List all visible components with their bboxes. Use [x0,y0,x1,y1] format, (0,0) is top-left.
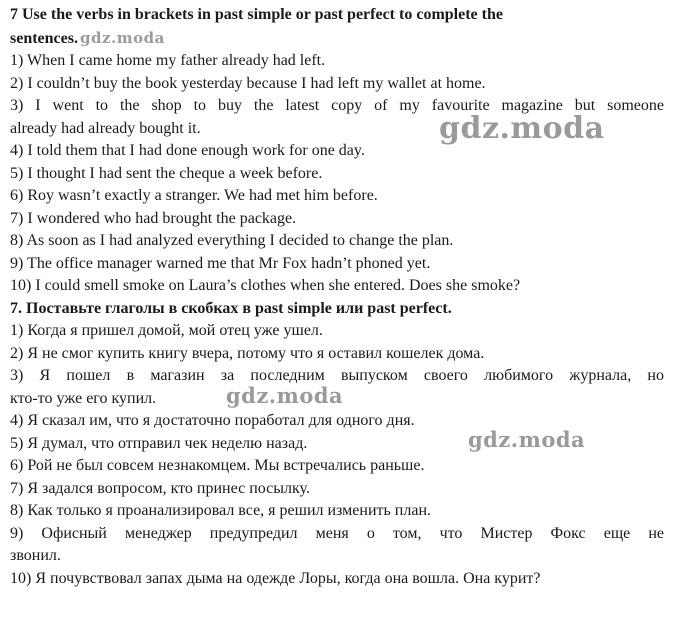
english-sentence-4: 4) I told them that I had done enough work for one day. [10,142,365,159]
russian-sentence-4: 4) Я сказал им, что я достаточно поработал для одного дня. [10,412,415,429]
russian-sentence-7: 7) Я задался вопросом, кто принес посылку. [10,479,310,497]
watermark-inline: gdz.moda [79,28,165,47]
english-heading-text: sentences. [10,29,78,47]
english-sentence-8: 8) As soon as I had analyzed everything I decided to change the plan. [10,232,454,249]
english-sentence-9: 9) The office manager warned me that Mr Fox hadn’t phoned yet. [10,254,431,272]
english-sentence-7: 7) I wondered who had brought the package. [10,209,297,227]
english-sentence-2: 2) I couldn’t buy the book yesterday because I had left my wallet at home. [10,74,486,92]
russian-sentence-1: 1) Когда я пришел домой, мой отец уже ушел. [10,322,323,339]
english-heading-line-1: 7 Use the verbs in brackets in past simple or past perfect to complete the [10,6,503,23]
russian-sentence-9b: звонил. [10,547,61,564]
russian-sentence-3b: кто-то уже его купил. [10,389,157,407]
english-heading-line-2 [10,27,664,51]
russian-heading: 7. Поставьте глаголы в скобках в past simple или past perfect. [10,299,452,317]
watermark-middle-right: gdz.moda [468,427,586,452]
english-sentence-6: 6) Roy wasn’t exactly a stranger. We had met him before. [10,187,378,204]
english-sentence-10: 10) I could smell smoke on Laura’s clothes when she entered. Does she smoke? [10,277,521,294]
english-sentence-1: 1) When I came home my father already had left. [10,52,326,69]
russian-sentence-10: 10) Я почувствовал запах дыма на одежде Лоры, когда она вошла. Она курит? [10,569,541,587]
russian-sentence-8: 8) Как только я проанализировал все, я решил изменить план. [10,502,431,519]
watermark-large: gdz.moda [439,111,605,146]
watermark-middle-left: gdz.moda [226,383,344,408]
english-sentence-3b: already had already bought it. [10,119,201,137]
russian-sentence-5: 5) Я думал, что отправил чек неделю назад. [10,434,308,452]
russian-sentence-9a: 9) Офисный менеджер предупредил меня о том, что Мистер Фокс еще не [10,524,664,542]
russian-sentence-3a: 3) Я пошел в магазин за последним выпуском своего любимого журнала, но [10,367,664,384]
english-sentence-5: 5) I thought I had sent the cheque a week before. [10,164,323,182]
russian-sentence-2: 2) Я не смог купить книгу вчера, потому что я оставил кошелек дома. [10,344,485,362]
russian-sentence-6: 6) Рой не был совсем незнакомцем. Мы встречались раньше. [10,457,425,474]
english-sentence-3a: 3) I went to the shop to buy the latest copy of my favourite magazine but someone [10,97,664,114]
